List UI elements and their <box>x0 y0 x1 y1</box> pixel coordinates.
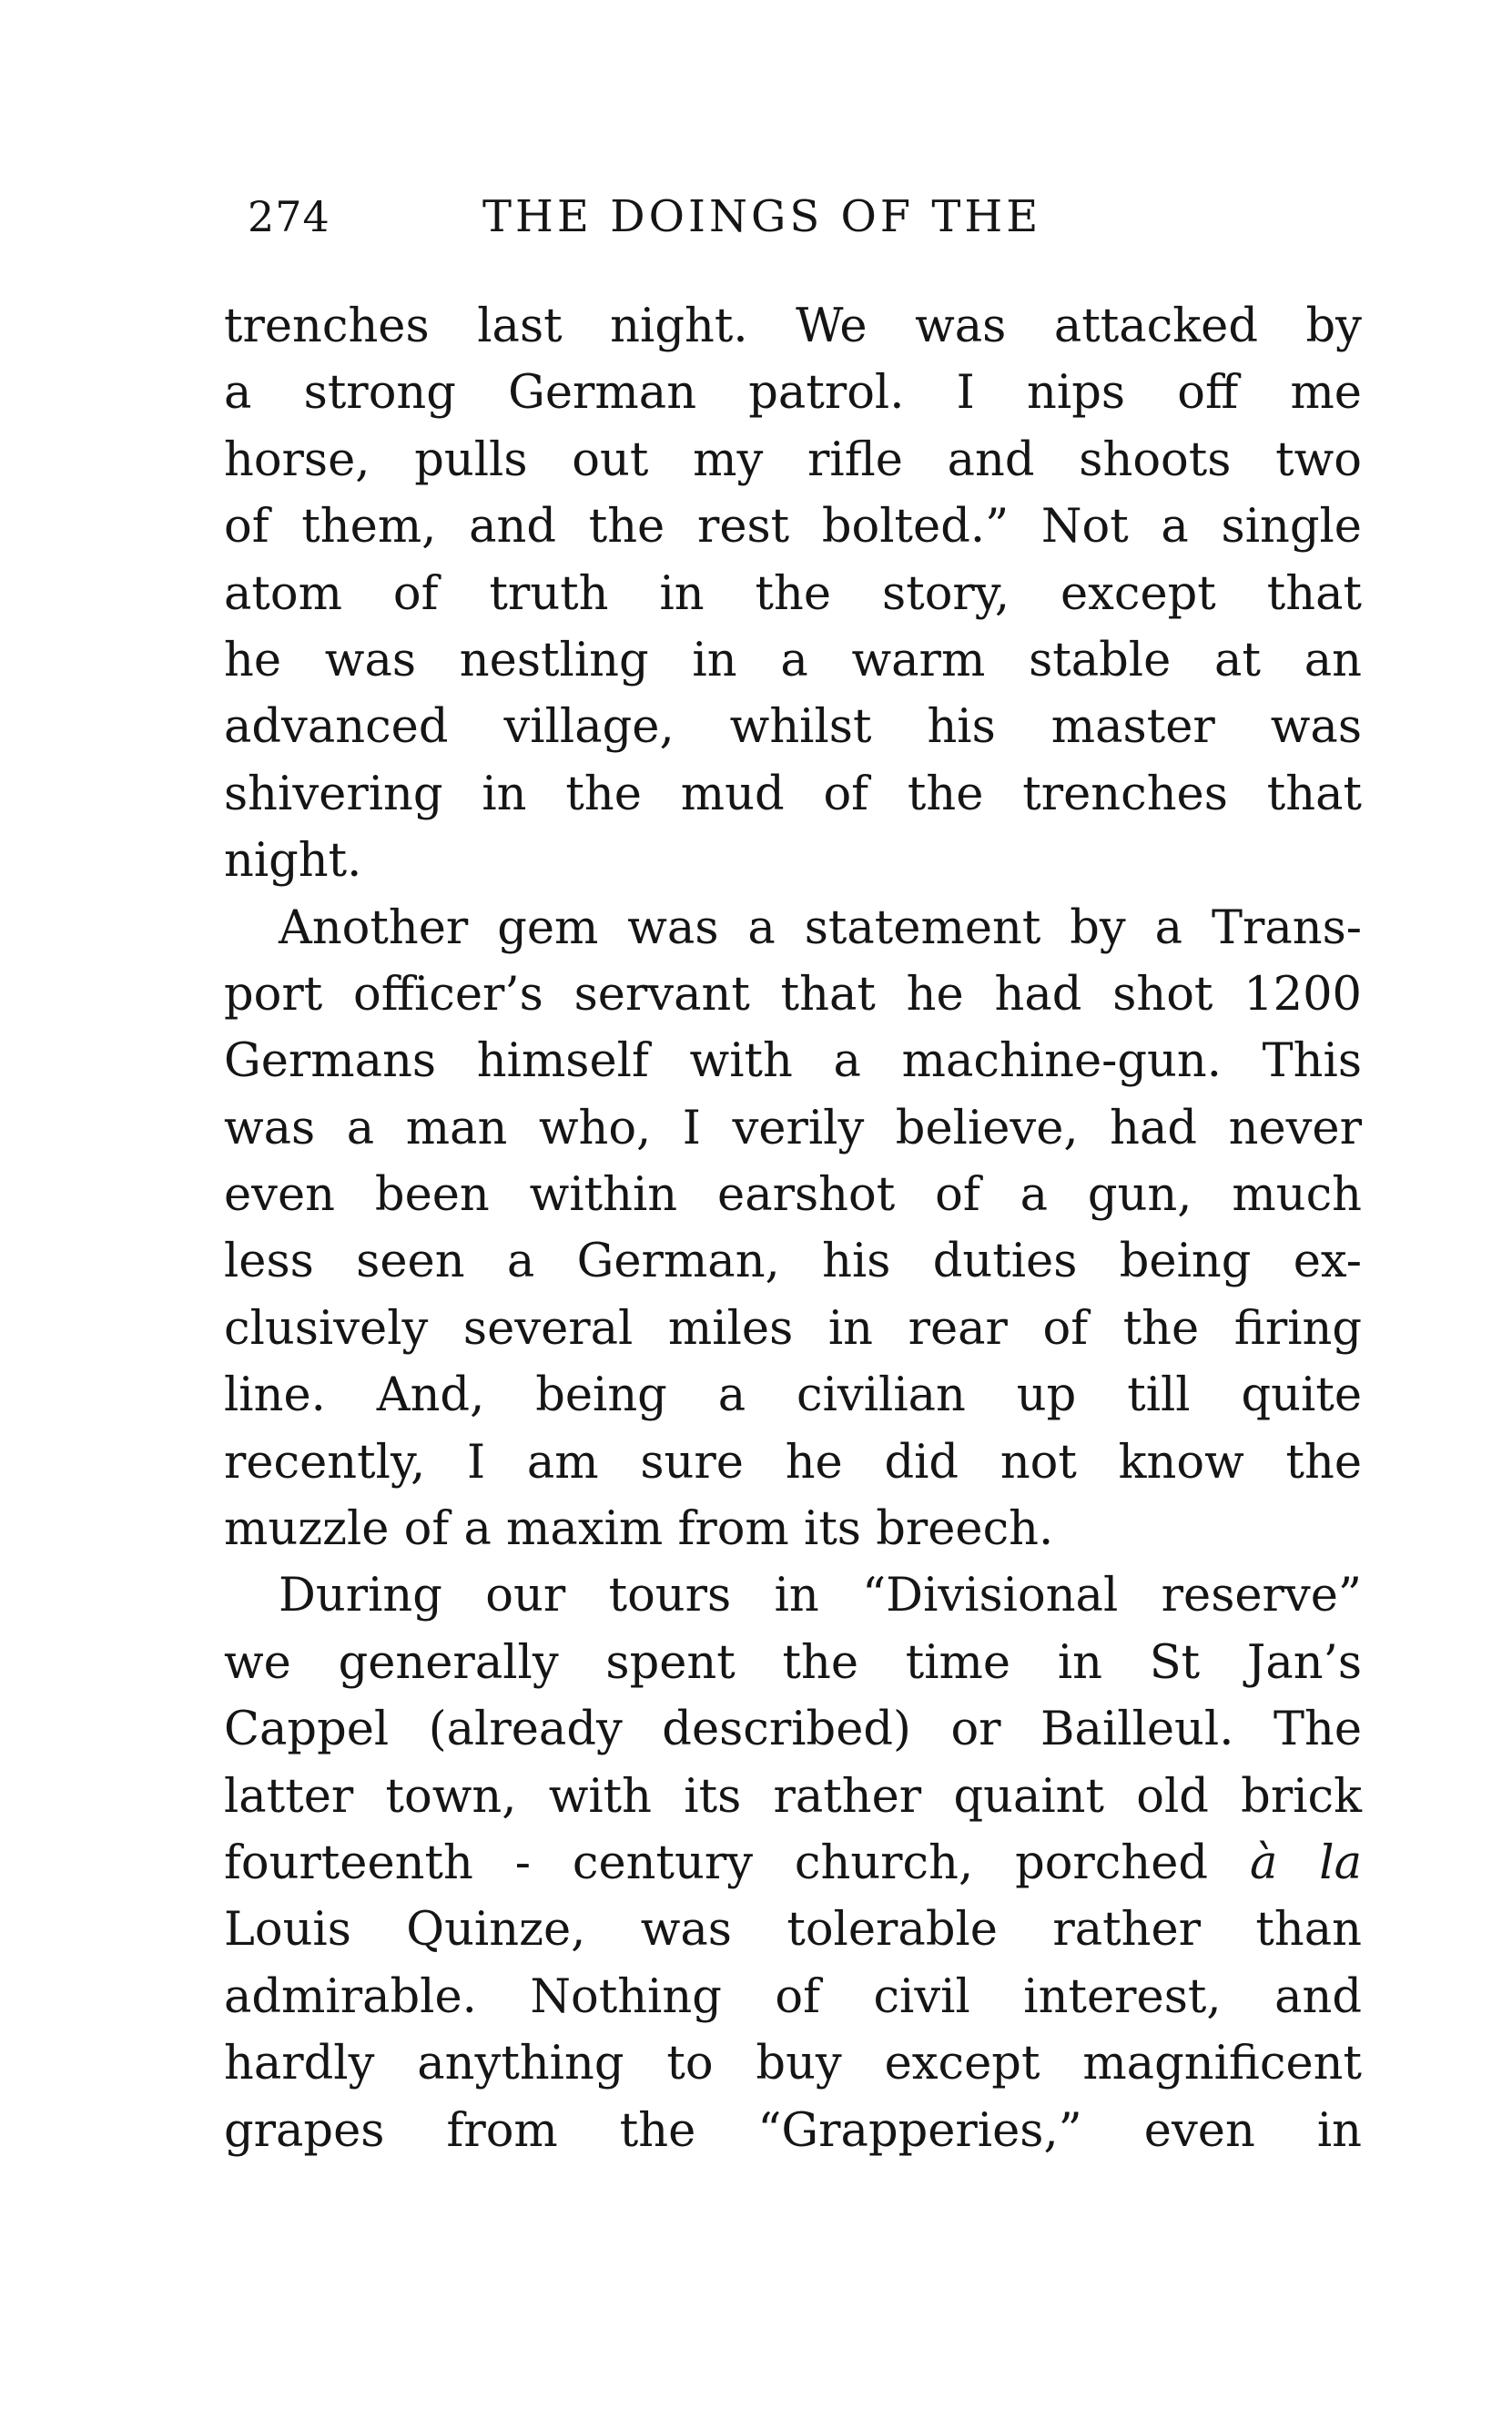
text-line: horse, pulls out my rifle and shoots two <box>224 432 1362 487</box>
text-line: he was nestling in a warm stable at an <box>224 633 1362 687</box>
text-line: During our tours in “Divisional reserve” <box>279 1569 1362 1623</box>
text-line: less seen a German, his duties being ex- <box>224 1235 1362 1289</box>
text-line: advanced village, whilst his master was <box>224 700 1362 755</box>
text-line: hardly anything to buy except magnificent <box>224 2037 1362 2091</box>
text-line: latter town, with its rather quaint old brick <box>224 1769 1362 1824</box>
text-line: we generally spent the time in St Jan’s <box>224 1635 1362 1690</box>
page-number: 274 <box>248 192 330 241</box>
text-line: muzzle of a maxim from its breech. <box>224 1502 1054 1557</box>
text-line: port officer’s servant that he had shot 1200 <box>224 967 1362 1022</box>
text-line: grapes from the “Grapperies,” even in <box>224 2103 1362 2158</box>
text-line: Another gem was a statement by a Trans- <box>279 900 1362 955</box>
text-line: was a man who, I verily believe, had never <box>224 1101 1362 1155</box>
running-head-title: THE DOINGS OF THE <box>482 191 1042 242</box>
body-text <box>224 293 1362 2164</box>
italic-phrase: à la <box>1249 1836 1362 1890</box>
text-line: shivering in the mud of the trenches that <box>224 767 1362 821</box>
text-line-with-italic <box>224 1830 1362 1897</box>
text-line: admirable. Nothing of civil interest, and <box>224 1969 1362 2024</box>
text-line: line. And, being a civilian up till quite <box>224 1368 1362 1423</box>
paragraph <box>224 895 1362 1563</box>
paragraph <box>224 1562 1362 2164</box>
text-line: trenches last night. We was attacked by <box>224 300 1362 353</box>
paragraph <box>224 293 1362 895</box>
text-segment: fourteenth - century church, porched <box>224 1836 1209 1890</box>
running-head <box>248 180 1140 253</box>
text-line: Germans himself with a machine-gun. This <box>224 1034 1362 1089</box>
text-line: clusively several miles in rear of the firing <box>224 1301 1362 1356</box>
text-line: Cappel (already described) or Bailleul. The <box>224 1703 1362 1757</box>
text-line: atom of truth in the story, except that <box>224 566 1362 621</box>
text-line: even been within earshot of a gun, much <box>224 1168 1362 1223</box>
text-line: a strong German patrol. I nips off me <box>224 366 1362 421</box>
text-line: night. <box>224 834 362 889</box>
text-line: Louis Quinze, was tolerable rather than <box>224 1903 1362 1958</box>
text-line: recently, I am sure he did not know the <box>224 1435 1362 1490</box>
text-line: of them, and the rest bolted.” Not a single <box>224 500 1362 554</box>
